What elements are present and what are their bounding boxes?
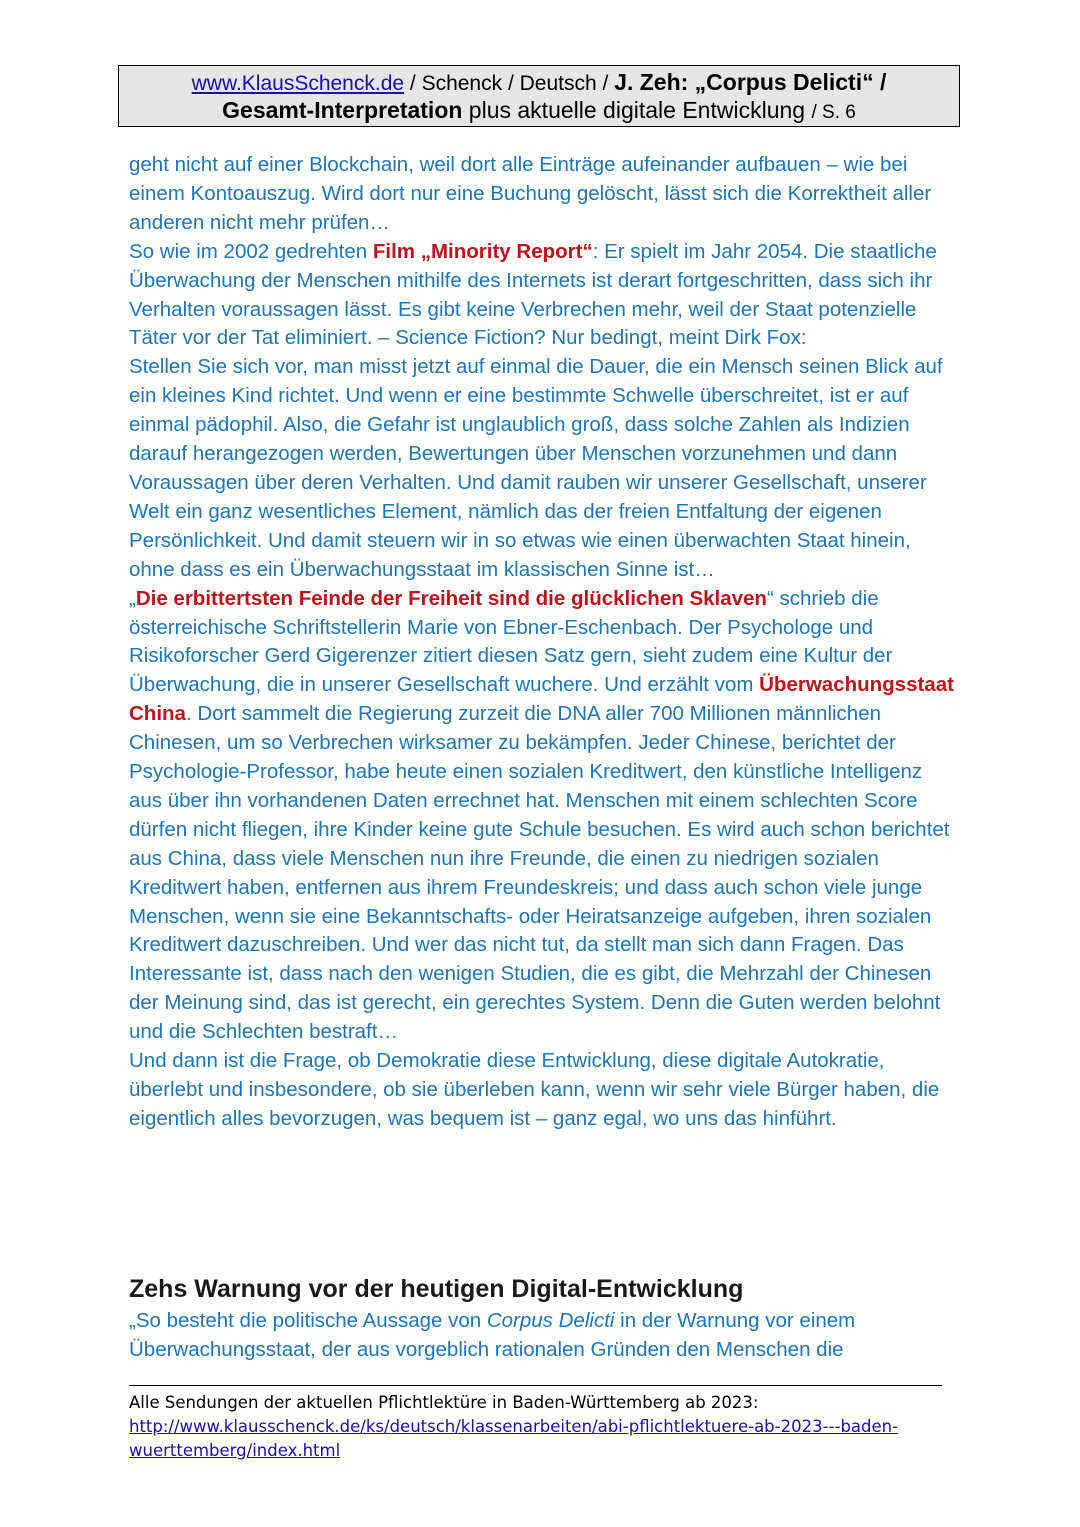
paragraph-4-post: . Dort sammelt die Regierung zurzeit die DNA aller 700 Millionen männlichen Chinesen, um so Verbrechen wirksamer zu bekämpfen. Jeder Chinese, berichtet der Psychologie-Professor, habe heute einen sozialen Kreditwert, den künstliche Intelligenz aus über ihn vorhandenen Daten errechnet hat. Menschen mit einem schlechten Score dürfen nicht fliegen, ihre Kinder keine gute Schule besuchen. Es wird auch schon berichtet aus China, dass viele Menschen nun ihre Freunde, die einen zu niedrigen sozialen Kreditwert haben, entfernen aus ihrem Freundeskreis; und dass auch schon viele junge Menschen, wenn sie eine Bekanntschafts- oder Heiratsanzeige aufgeben, ihren sozialen Kreditwert dazuschreiben. Und wer das nicht tut, da stellt man sich dann Fragen. Das Interessante ist, dass nach den wenigen Studien, die es gibt, die Mehrzahl der Chinesen der Meinung sind, das ist gerecht, ein gerechtes System. Denn die Guten werden belohnt und die Schlechten bestraft… [129, 702, 950, 1044]
page-header [118, 65, 960, 127]
paragraph-2 [129, 238, 959, 354]
highlight-china: Überwachungsstaat China [129, 673, 954, 726]
paragraph-2-pre: So wie im 2002 gedrehten [129, 239, 373, 263]
page-number: / S. 6 [811, 102, 856, 123]
highlight-minority-report: Film „Minority Report“ [372, 239, 593, 263]
header-subtitle-rest: plus aktuelle digitale Entwicklung [462, 97, 812, 123]
section-post: in der Warnung vor einem Überwachungsstaat, der aus vorgeblich rationalen Gründen den Menschen die [129, 1309, 856, 1361]
page-footer [129, 1391, 949, 1463]
footer-link[interactable]: http://www.klausschenck.de/ks/deutsch/klassenarbeiten/abi-pflichtlektuere-ab-2023---baden-wuerttemberg/index.html [129, 1417, 899, 1460]
footer-divider [129, 1385, 942, 1386]
footer-line: Alle Sendungen der aktuellen Pflichtlektüre in Baden-Württemberg ab 2023: [129, 1393, 759, 1412]
book-title: Corpus Delicti [486, 1309, 615, 1332]
paragraph-5: Und dann ist die Frage, ob Demokratie diese Entwicklung, diese digitale Autokratie, überlebt und insbesondere, ob sie überleben kann, wenn wir sehr viele Bürger haben, die eigentlich alles bevorzugen, was bequem ist – ganz egal, wo uns das hinführt. [129, 1049, 940, 1130]
section-heading: Zehs Warnung vor der heutigen Digital-Entwicklung [129, 1275, 744, 1303]
paragraph-4-mid: “ schrieb die österreichische Schriftstellerin Marie von Ebner-Eschenbach. Der Psychologe und Risikoforscher Gerd Gigerenzer zitiert diesen Satz gern, sieht zudem eine Kultur der Überwachung, die in unserer Gesellschaft wuchere. Und erzählt vom [129, 586, 893, 697]
paragraph-4 [129, 585, 959, 1048]
paragraph-2-post: : Er spielt im Jahr 2054. Die staatliche Überwachung der Menschen mithilfe des Internets ist derart fortgeschritten, dass sich ihr Verhalten voraussagen lässt. Es gibt keine Verbrechen mehr, weil der Staat potenzielle Täter vor der Tat eliminiert. – Science Fiction? Nur bedingt, meint Dirk Fox: [129, 239, 937, 350]
site-link[interactable]: www.KlausSchenck.de [191, 72, 405, 95]
quote-open: „ [129, 586, 136, 610]
header-subtitle: Gesamt-Interpretation [222, 97, 463, 123]
header-title: J. Zeh: „Corpus Delicti“ / [614, 69, 887, 95]
paragraph-1: geht nicht auf einer Blockchain, weil dort alle Einträge aufeinander aufbauen – wie bei einem Kontoauszug. Wird dort nur eine Buchung gelöscht, lässt sich die Korrektheit aller anderen nicht mehr prüfen… [129, 153, 932, 234]
highlight-quote: Die erbittertsten Feinde der Freiheit sind die glücklichen Sklaven [135, 586, 767, 610]
main-text [129, 151, 959, 1134]
section-paragraph [129, 1307, 959, 1365]
section-pre: „So besteht die politische Aussage von [129, 1309, 487, 1332]
header-path: / Schenck / Deutsch / [404, 72, 615, 95]
section-text [129, 1307, 959, 1365]
paragraph-3: Stellen Sie sich vor, man misst jetzt auf einmal die Dauer, die ein Mensch seinen Blick auf ein kleines Kind richtet. Und wenn er eine bestimmte Schwelle überschreitet, ist er auf einmal pädophil. Also, die Gefahr ist unglaublich groß, dass solche Zahlen als Indizien darauf herangezogen werden, Bewertungen über Menschen vorzunehmen und dann Voraussagen über deren Verhalten. Und damit rauben wir unserer Gesellschaft, unserer Welt ein ganz wesentliches Element, nämlich das der freien Entfaltung der eigenen Persönlichkeit. Und damit steuern wir in so etwas wie einen überwachten Staat hinein, ohne dass es ein Überwachungsstaat im klassischen Sinne ist… [129, 355, 943, 581]
header-line-1 [119, 69, 959, 97]
header-line-2 [119, 97, 959, 126]
